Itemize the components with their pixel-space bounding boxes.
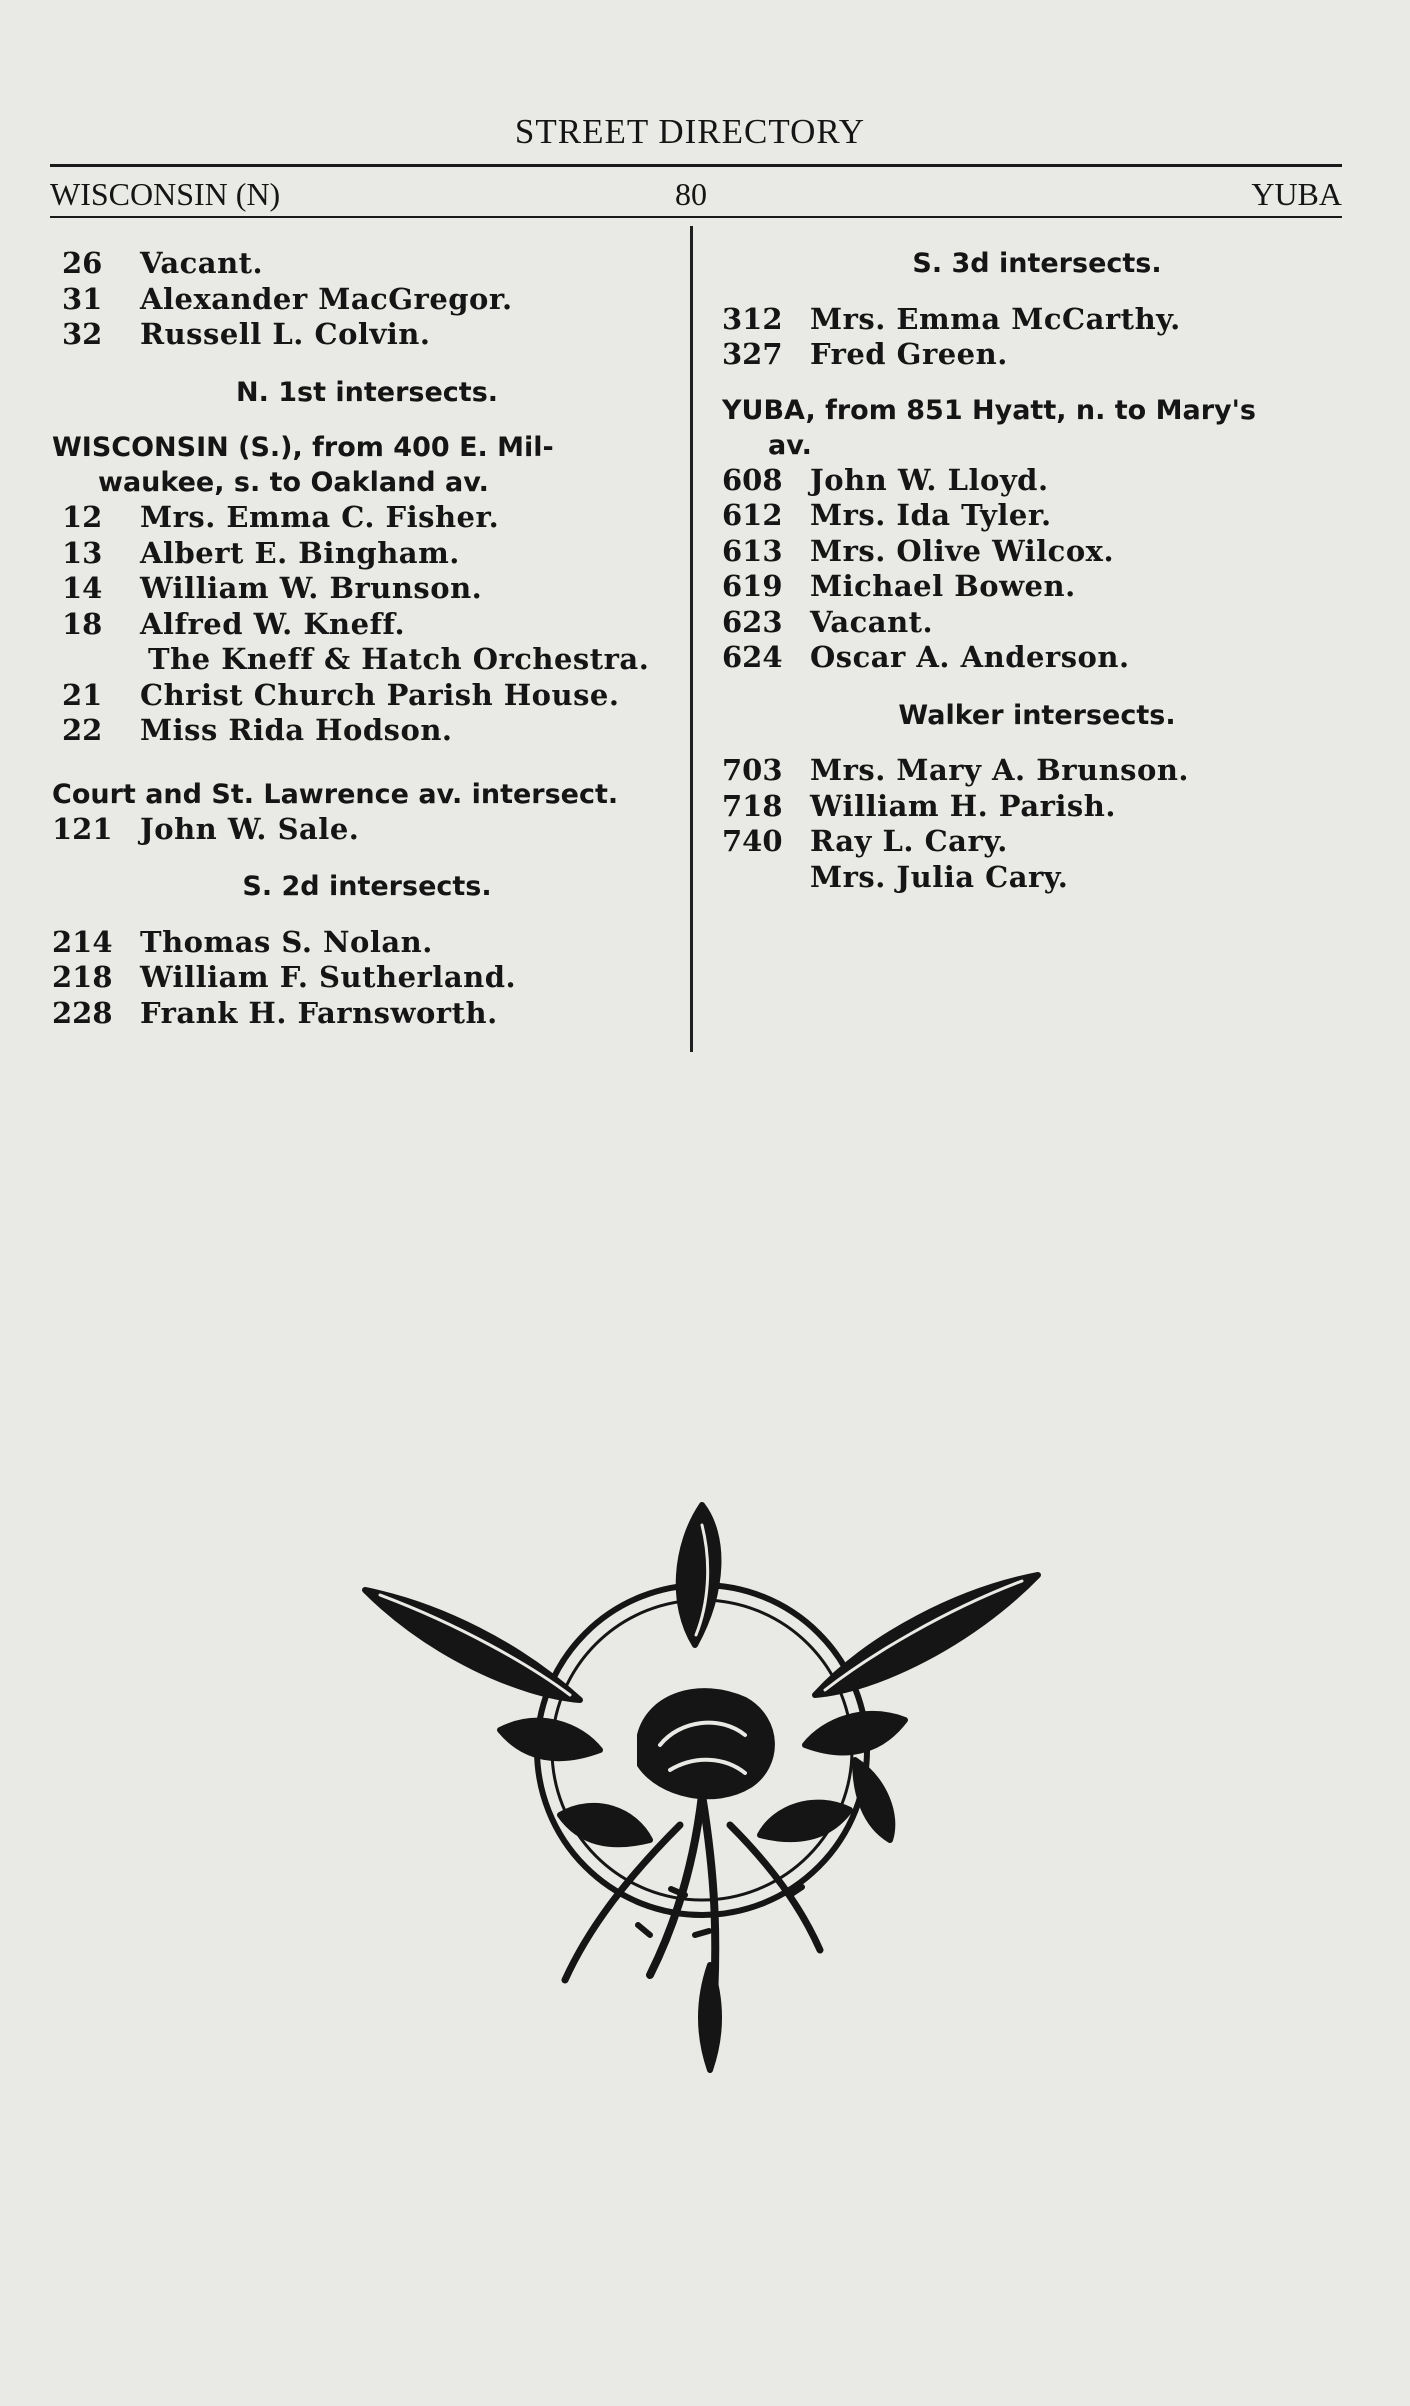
list-item: 121 John W. Sale. [52,811,360,846]
rose-ornament-icon [350,1495,1050,2079]
list-item: 13 Albert E. Bingham. [62,535,460,570]
list-item-sub: Mrs. Julia Cary. [810,859,1069,894]
header-left: WISCONSIN (N) [50,176,281,212]
right-column [722,246,1352,895]
list-item: 12 Mrs. Emma C. Fisher. [62,500,500,534]
list-item: 218 William F. Sutherland. [52,960,517,994]
list-item: 228 Frank H. Farnsworth. [52,995,498,1030]
page-title: STREET DIRECTORY [514,112,866,151]
list-item: 214 Thomas S. Nolan. [52,924,433,959]
left-column [52,246,682,1031]
section-heading: S. 3d intersects. [912,248,1162,279]
list-item: 327 Fred Green. [722,337,1008,371]
list-item: 703 Mrs. Mary A. Brunson. [722,753,1190,787]
list-item: 613 Mrs. Olive Wilcox. [722,533,1115,568]
list-item: 312 Mrs. Emma McCarthy. [722,301,1181,336]
section-heading: S. 2d intersects. [242,871,492,902]
street-heading: YUBA, from 851 Hyatt, n. to Mary's av. [722,394,1256,461]
list-item: 31 Alexander MacGregor. [62,281,513,316]
list-item: 32 Russell L. Colvin. [62,317,431,351]
list-item: 14 William W. Brunson. [62,571,483,605]
header-rule-top [50,164,1342,167]
section-heading: Walker intersects. [898,699,1176,731]
list-item: 22 Miss Rida Hodson. [62,713,453,747]
section-heading: Court and St. Lawrence av. intersect. [52,778,619,810]
street-heading: WISCONSIN (S.), from 400 E. Mil- waukee, s. to Oakland av. [52,432,554,498]
list-item-sub: The Kneff & Hatch Orchestra. [148,642,650,676]
list-item: 740 Ray L. Cary. [722,824,1008,858]
page-number: 80 [675,176,707,212]
list-item: 612 Mrs. Ida Tyler. [722,498,1052,532]
list-item: 624 Oscar A. Anderson. [722,640,1130,674]
list-item: 623 Vacant. [722,604,934,639]
header-rule-bottom [50,216,1342,218]
column-divider [690,226,693,1052]
list-item: 718 William H. Parish. [722,788,1116,823]
list-item: 18 Alfred W. Kneff. [62,606,406,641]
list-item: 21 Christ Church Parish House. [62,677,620,712]
list-item: 608 John W. Lloyd. [722,462,1049,497]
header-right: YUBA [1251,176,1342,212]
list-item: 619 Michael Bowen. [722,569,1076,603]
list-item: 26 Vacant. [62,246,264,280]
running-header [50,176,1342,212]
section-heading: N. 1st intersects. [235,376,499,408]
